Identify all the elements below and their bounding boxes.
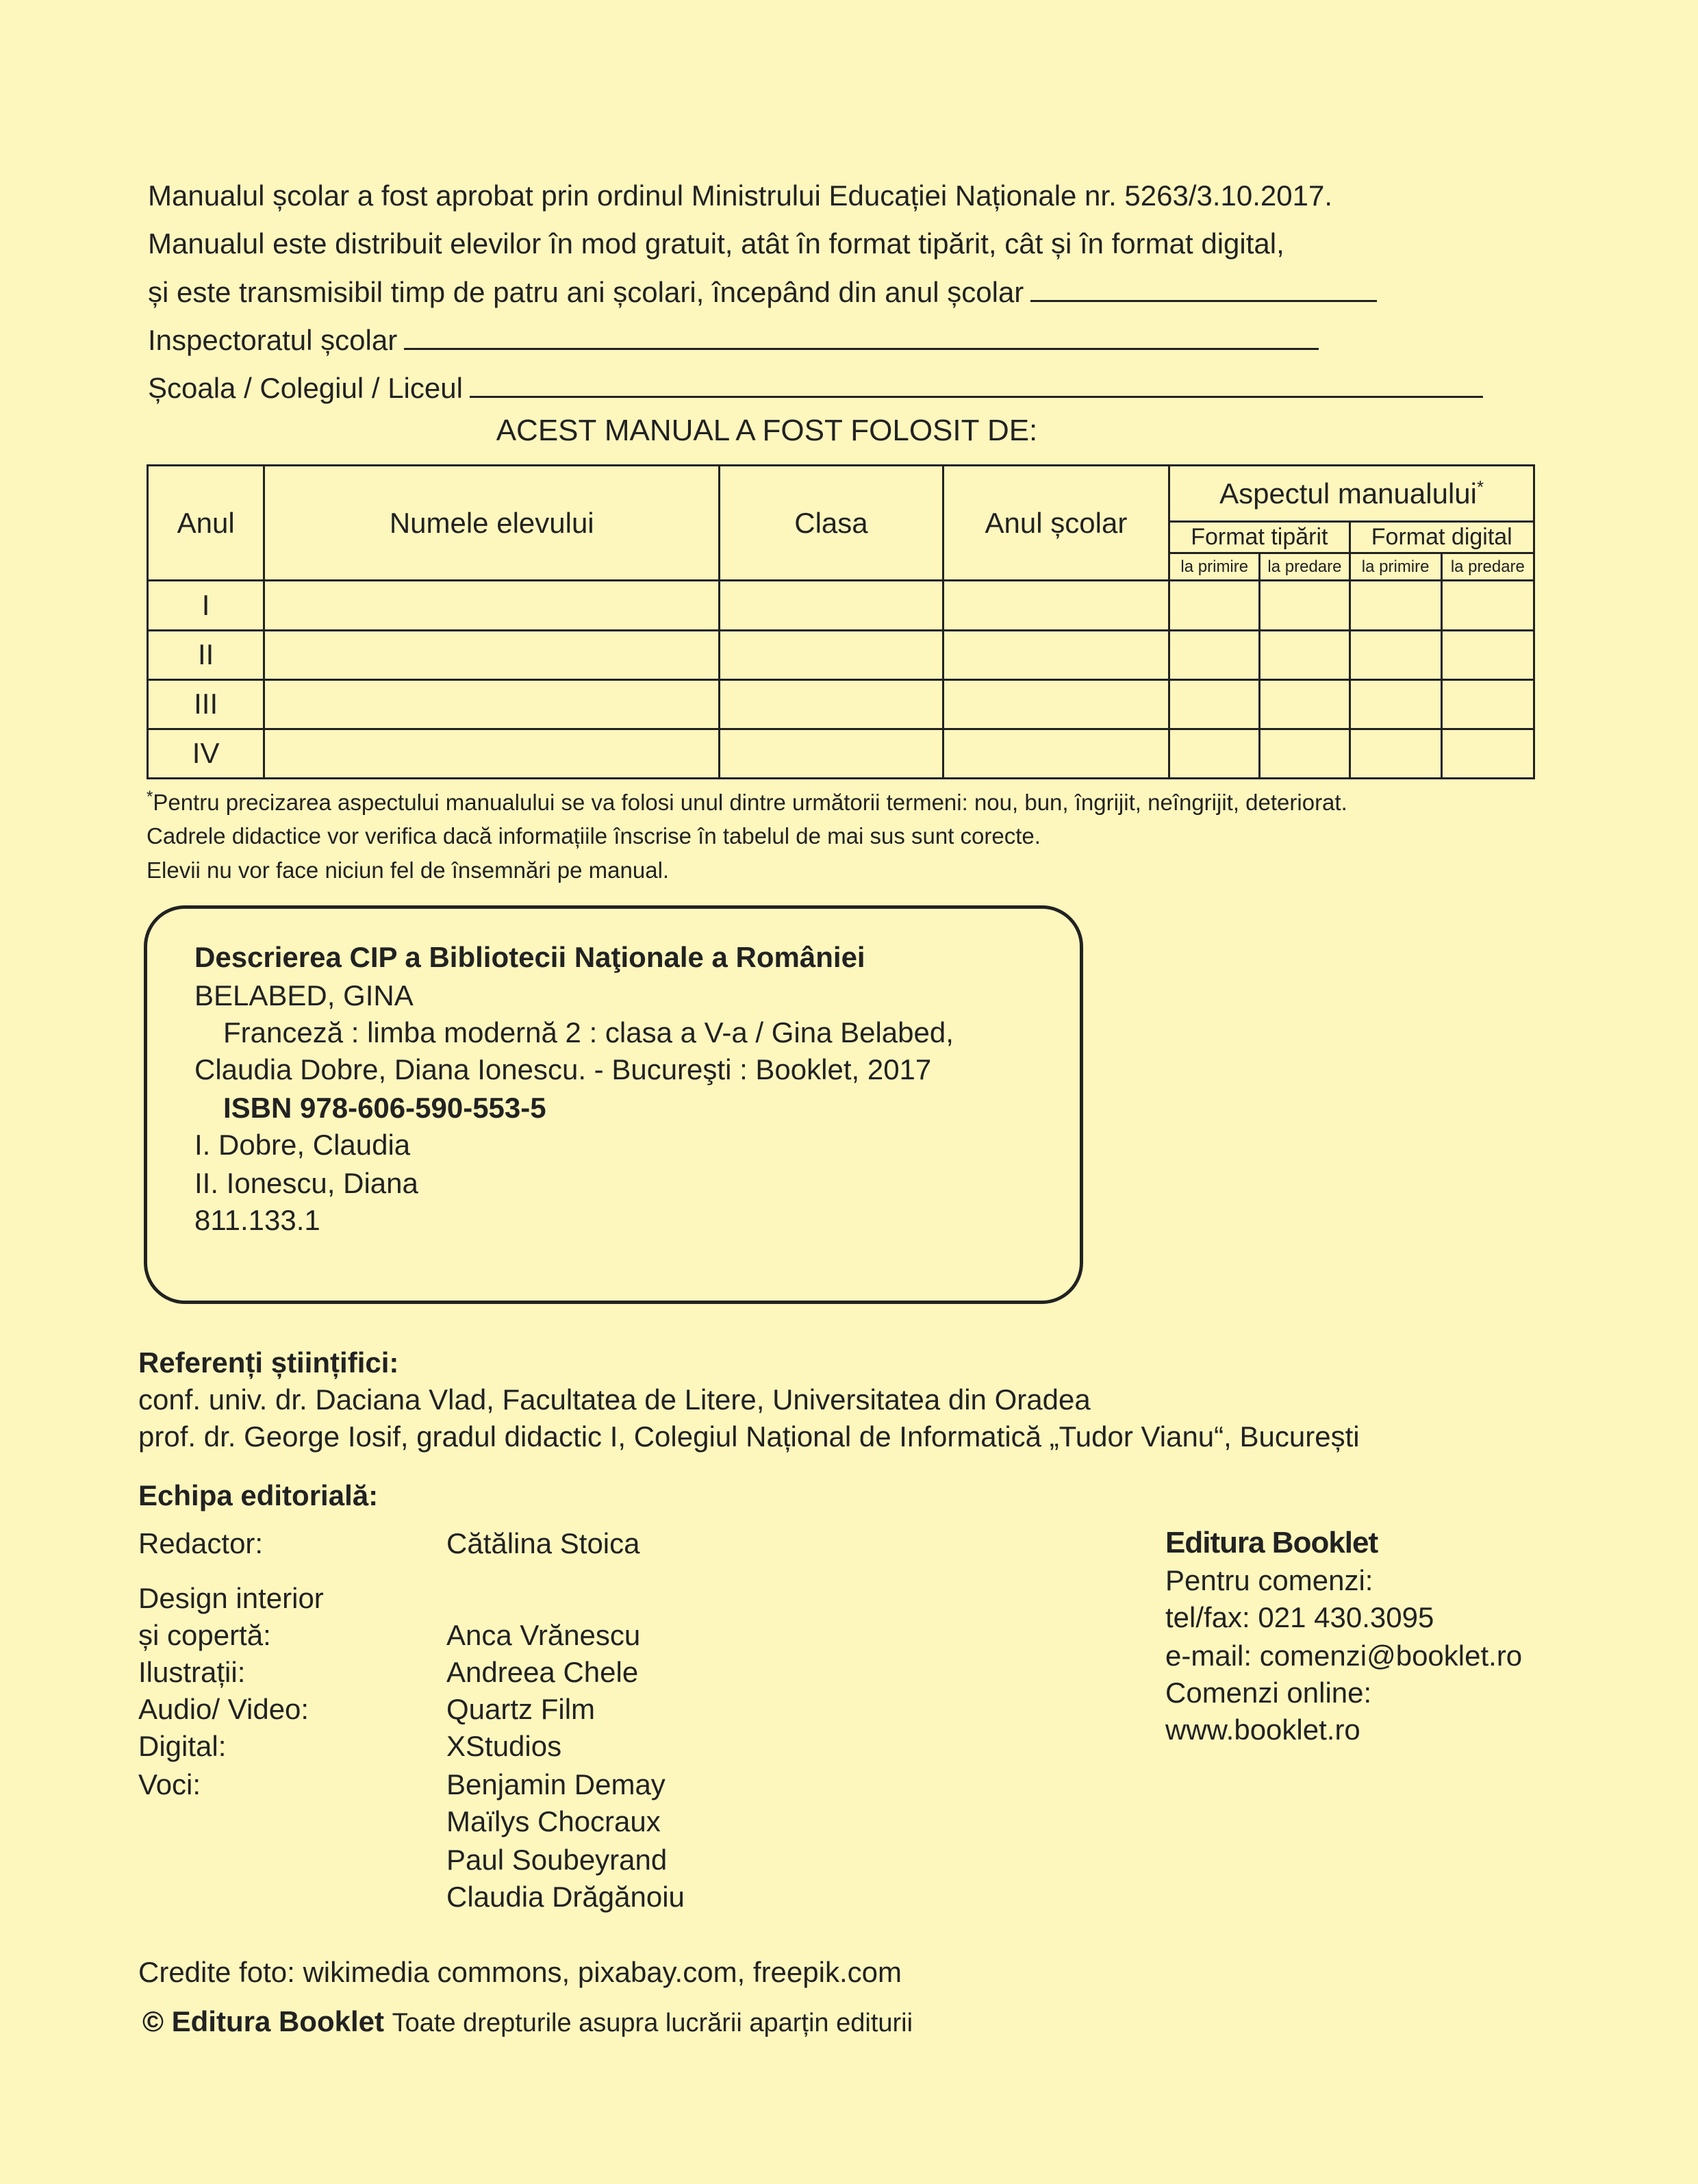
usage-table bbox=[147, 464, 1535, 779]
school-year-blank bbox=[1030, 273, 1377, 302]
col-name-header: Numele elevului bbox=[264, 466, 720, 581]
aspect-cell[interactable] bbox=[1169, 679, 1260, 729]
class-cell[interactable] bbox=[720, 581, 943, 630]
aspect-cell[interactable] bbox=[1169, 729, 1260, 778]
footnote-star: * bbox=[147, 788, 153, 806]
audio-label: Audio/ Video: bbox=[138, 1693, 309, 1725]
cip-entry-1: I. Dobre, Claudia bbox=[194, 1129, 411, 1161]
row-year: IV bbox=[148, 729, 264, 778]
cip-description-2: Claudia Dobre, Diana Ionescu. - Bucureşti : Booklet, 2017 bbox=[194, 1053, 932, 1085]
class-cell[interactable] bbox=[720, 679, 943, 729]
design-name: Anca Vrănescu bbox=[446, 1619, 641, 1651]
aspect-cell[interactable] bbox=[1441, 729, 1534, 778]
footnote-aspect-text: Pentru precizarea aspectului manualului se va folosi unul dintre următorii termeni: nou, bun, îngrijit, neîngrijit, deteriorat. bbox=[153, 790, 1347, 815]
copyright-text: Toate drepturile asupra lucrării aparțin editurii bbox=[392, 2009, 913, 2037]
voice-name: Maïlys Chocraux bbox=[446, 1805, 661, 1837]
table-row bbox=[148, 729, 1534, 778]
voices-label: Voci: bbox=[138, 1768, 201, 1800]
aspect-cell[interactable] bbox=[1441, 581, 1534, 630]
school-label: Școala / Colegiul / Liceul bbox=[148, 372, 463, 404]
school-year-cell[interactable] bbox=[943, 729, 1169, 778]
illustrations-label: Ilustrații: bbox=[138, 1656, 246, 1688]
cip-title: Descrierea CIP a Bibliotecii Naţionale a României bbox=[194, 941, 865, 973]
digital-label: Digital: bbox=[138, 1730, 227, 1762]
printed-receipt-header: la primire bbox=[1169, 553, 1260, 581]
digital-name: XStudios bbox=[446, 1730, 562, 1762]
distribution-line: Manualul este distribuit elevilor în mod gratuit, atât în format tipărit, cât și în format digital, bbox=[148, 227, 1284, 260]
team-heading: Echipa editorială: bbox=[138, 1479, 379, 1511]
school-year-cell[interactable] bbox=[943, 581, 1169, 630]
cip-entry-2: II. Ionescu, Diana bbox=[194, 1167, 418, 1199]
school-line bbox=[148, 368, 1483, 407]
aspect-cell[interactable] bbox=[1260, 679, 1349, 729]
referee-2: prof. dr. George Iosif, gradul didactic I, Colegiul Național de Informatică „Tudor Vianu“, București bbox=[138, 1420, 1360, 1453]
footnote-aspect bbox=[147, 788, 1347, 816]
table-row bbox=[148, 630, 1534, 679]
row-year: II bbox=[148, 630, 264, 679]
publisher-online: Comenzi online: bbox=[1165, 1677, 1372, 1709]
aspect-cell[interactable] bbox=[1169, 630, 1260, 679]
col-aspect-header bbox=[1169, 466, 1534, 522]
transmissible-line bbox=[148, 273, 1377, 312]
name-cell[interactable] bbox=[264, 729, 720, 778]
publisher-phone: tel/fax: 021 430.3095 bbox=[1165, 1601, 1434, 1633]
digital-receipt-header: la primire bbox=[1349, 553, 1441, 581]
format-printed-header: Format tipărit bbox=[1169, 522, 1349, 553]
footnote-teachers: Cadrele didactice vor verifica dacă informațiile înscrise în tabelul de mai sus sunt corecte. bbox=[147, 823, 1041, 849]
editor-name: Cătălina Stoica bbox=[446, 1527, 640, 1559]
aspect-cell[interactable] bbox=[1260, 729, 1349, 778]
approval-line: Manualul școlar a fost aprobat prin ordinul Ministrului Educației Naționale nr. 5263/3.10.2017. bbox=[148, 179, 1333, 212]
name-cell[interactable] bbox=[264, 630, 720, 679]
copyright bbox=[142, 2005, 913, 2038]
voice-name: Paul Soubeyrand bbox=[446, 1844, 668, 1876]
aspect-cell[interactable] bbox=[1260, 581, 1349, 630]
printed-return-header: la predare bbox=[1260, 553, 1349, 581]
publisher-name: Editura Booklet bbox=[1165, 1526, 1378, 1559]
aspect-cell[interactable] bbox=[1441, 630, 1534, 679]
publisher-web[interactable]: www.booklet.ro bbox=[1165, 1714, 1360, 1746]
aspect-cell[interactable] bbox=[1260, 630, 1349, 679]
aspect-cell[interactable] bbox=[1441, 679, 1534, 729]
illustrations-name: Andreea Chele bbox=[446, 1656, 639, 1688]
row-year: I bbox=[148, 581, 264, 630]
aspect-label: Aspectul manualului bbox=[1219, 477, 1477, 510]
aspect-cell[interactable] bbox=[1349, 679, 1441, 729]
aspect-star: * bbox=[1476, 477, 1484, 498]
row-year: III bbox=[148, 679, 264, 729]
class-cell[interactable] bbox=[720, 729, 943, 778]
col-school-year-header: Anul școlar bbox=[943, 466, 1169, 581]
aspect-cell[interactable] bbox=[1349, 581, 1441, 630]
school-year-cell[interactable] bbox=[943, 630, 1169, 679]
audio-name: Quartz Film bbox=[446, 1693, 596, 1725]
cip-description-1: Franceză : limba modernă 2 : clasa a V-a / Gina Belabed, bbox=[223, 1016, 954, 1049]
voice-name: Benjamin Demay bbox=[446, 1768, 666, 1800]
referees-heading: Referenți științifici: bbox=[138, 1346, 399, 1379]
footnote-students: Elevii nu vor face niciun fel de însemnări pe manual. bbox=[147, 857, 670, 883]
inspectorate-label: Inspectoratul școlar bbox=[148, 324, 398, 356]
class-cell[interactable] bbox=[720, 630, 943, 679]
usage-heading: ACEST MANUAL A FOST FOLOSIT DE: bbox=[496, 414, 1038, 447]
transmissible-text: și este transmisibil timp de patru ani școlari, începând din anul școlar bbox=[148, 276, 1024, 308]
format-digital-header: Format digital bbox=[1349, 522, 1534, 553]
digital-return-header: la predare bbox=[1441, 553, 1534, 581]
table-row bbox=[148, 679, 1534, 729]
name-cell[interactable] bbox=[264, 581, 720, 630]
cip-classification: 811.133.1 bbox=[194, 1204, 320, 1236]
aspect-cell[interactable] bbox=[1349, 630, 1441, 679]
voice-name: Claudia Drăgănoiu bbox=[446, 1881, 685, 1913]
col-class-header: Clasa bbox=[720, 466, 943, 581]
cip-isbn: ISBN 978-606-590-553-5 bbox=[223, 1092, 546, 1124]
publisher-email: e-mail: comenzi@booklet.ro bbox=[1165, 1640, 1523, 1672]
col-year-header: Anul bbox=[148, 466, 264, 581]
inspectorate-blank bbox=[404, 321, 1319, 350]
aspect-cell[interactable] bbox=[1349, 729, 1441, 778]
school-blank bbox=[470, 368, 1483, 398]
name-cell[interactable] bbox=[264, 679, 720, 729]
design-label-2: și copertă: bbox=[138, 1619, 271, 1651]
cip-author: BELABED, GINA bbox=[194, 979, 414, 1012]
inspectorate-line bbox=[148, 321, 1319, 360]
referee-1: conf. univ. dr. Daciana Vlad, Facultatea de Litere, Universitatea din Oradea bbox=[138, 1383, 1091, 1416]
table-row bbox=[148, 581, 1534, 630]
publisher-orders: Pentru comenzi: bbox=[1165, 1564, 1373, 1596]
aspect-cell[interactable] bbox=[1169, 581, 1260, 630]
school-year-cell[interactable] bbox=[943, 679, 1169, 729]
editor-label: Redactor: bbox=[138, 1527, 264, 1559]
copyright-publisher: © Editura Booklet bbox=[142, 2005, 384, 2037]
design-label-1: Design interior bbox=[138, 1582, 324, 1614]
photo-credits: Credite foto: wikimedia commons, pixabay.com, freepik.com bbox=[138, 1956, 902, 1988]
